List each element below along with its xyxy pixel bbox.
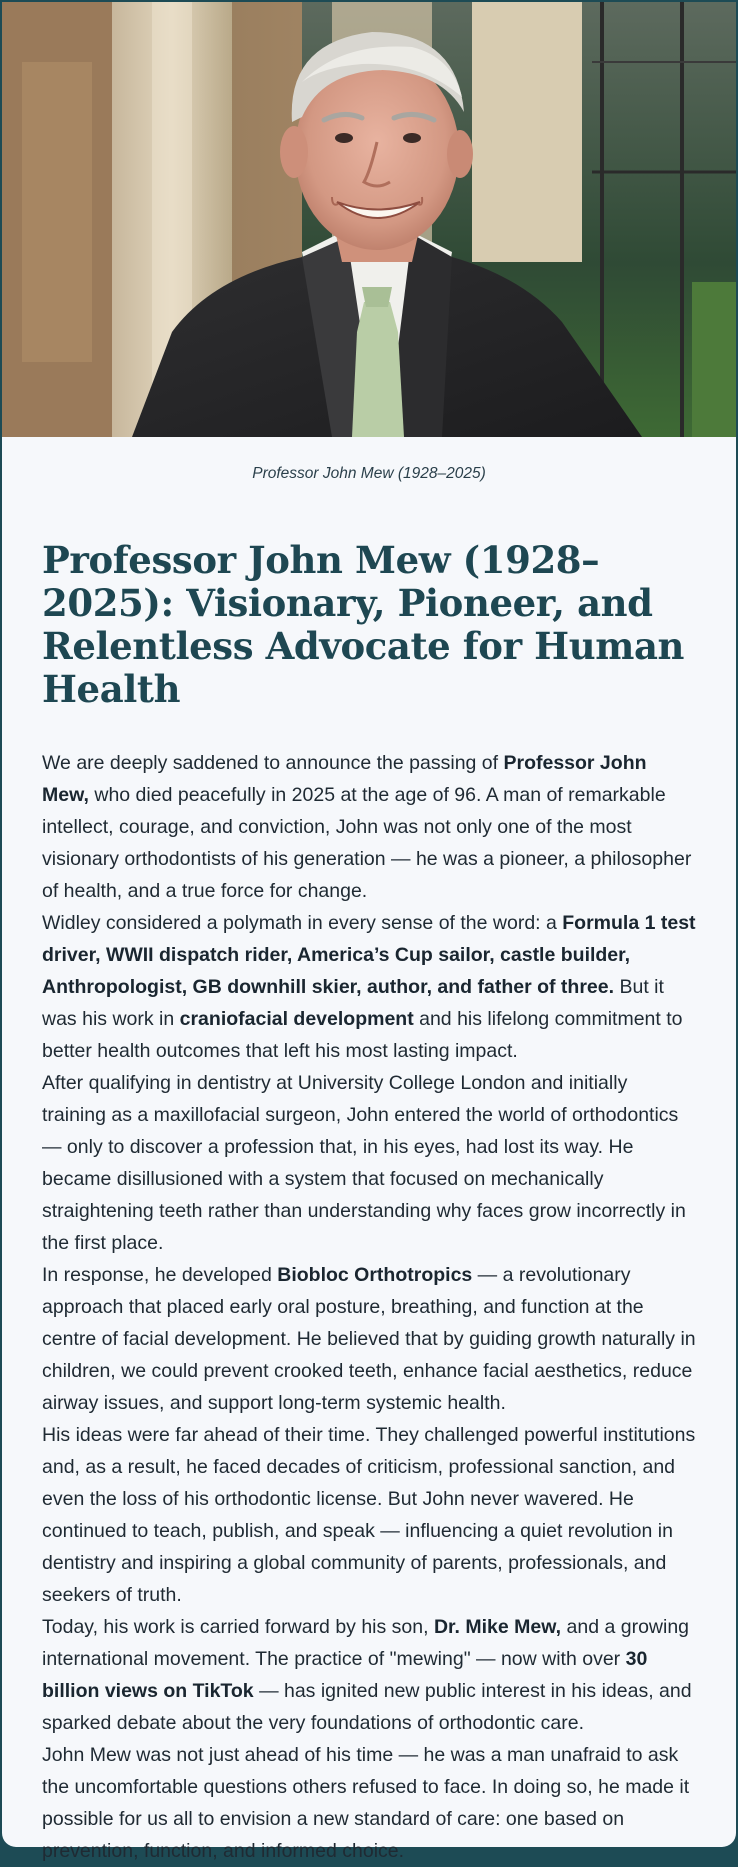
text-segment: In response, he developed [42,1264,278,1286]
text-segment: and a growing international movement. The practice of "mewing" — now with over [42,1616,690,1670]
article-body [42,747,696,1867]
text-segment: But it was his work in [42,976,664,1030]
bold-text: Professor John Mew, [42,752,647,806]
text-segment: Today, his work is carried forward by his son, [42,1616,434,1638]
portrait-photo [2,2,736,437]
paragraph [42,1419,696,1611]
portrait-illustration [2,2,736,437]
paragraph [42,1739,696,1867]
text-segment: who died peacefully in 2025 at the age of 96. A man of remarkable intellect, courage, and conviction, John was not only one of the most visionary orthodontists of his generation — he was a pioneer, a philosopher of health, and a true force for change. [42,784,692,902]
bold-text: Formula 1 test driver, WWII dispatch rider, America’s Cup sailor, castle builder, Anthropologist, GB downhill skier, author, and father of three. [42,912,696,998]
bold-text: craniofacial development [179,1008,414,1030]
paragraph [42,1611,696,1739]
bold-text: Biobloc Orthotropics [277,1264,473,1286]
text-segment: John Mew was not just ahead of his time — he was a man unafraid to ask the uncomfortable questions others refused to face. In doing so, he made it possible for us all to envision a new standard of care: one based on prevention, function, and informed choice. [42,1744,690,1862]
text-segment: We are deeply saddened to announce the passing of [42,752,504,774]
bold-text: Dr. Mike Mew, [433,1616,562,1638]
paragraph [42,1259,696,1419]
paragraph [42,1067,696,1259]
text-segment: His ideas were far ahead of their time. They challenged powerful institutions and, as a result, he faced decades of criticism, professional sanction, and even the loss of his orthodontic license. But John never wavered. He continued to teach, publish, and speak — influencing a quiet revolution in dentistry and inspiring a global community of parents, professionals, and seekers of truth. [42,1424,696,1606]
text-segment: — has ignited new public interest in his ideas, and sparked debate about the very foundations of orthodontic care. [42,1680,692,1734]
text-segment: and his lifelong commitment to better health outcomes that left his most lasting impact. [42,1008,683,1062]
article-title: Professor John Mew (1928–2025): Visionary, Pioneer, and Relentless Advocate for Human Health [42,538,685,711]
text-segment: Widley considered a polymath in every sense of the word: a [42,912,563,934]
paragraph [42,747,696,907]
article-card [2,2,736,1862]
paragraph [42,907,696,1067]
bold-text: 30 billion views on TikTok [42,1648,648,1702]
text-segment: — a revolutionary approach that placed early oral posture, breathing, and function at the centre of facial development. He believed that by guiding growth naturally in children, we could prevent crooked teeth, enhance facial aesthetics, reduce airway issues, and support long-term systemic health. [42,1264,696,1414]
photo-caption: Professor John Mew (1928–2025) [252,465,486,482]
text-segment: After qualifying in dentistry at University College London and initially training as a maxillofacial surgeon, John entered the world of orthodontics — only to discover a profession that, in his eyes, had lost its way. He became disillusioned with a system that focused on mechanically straightening teeth rather than understanding why faces grow incorrectly in the first place. [42,1072,686,1254]
